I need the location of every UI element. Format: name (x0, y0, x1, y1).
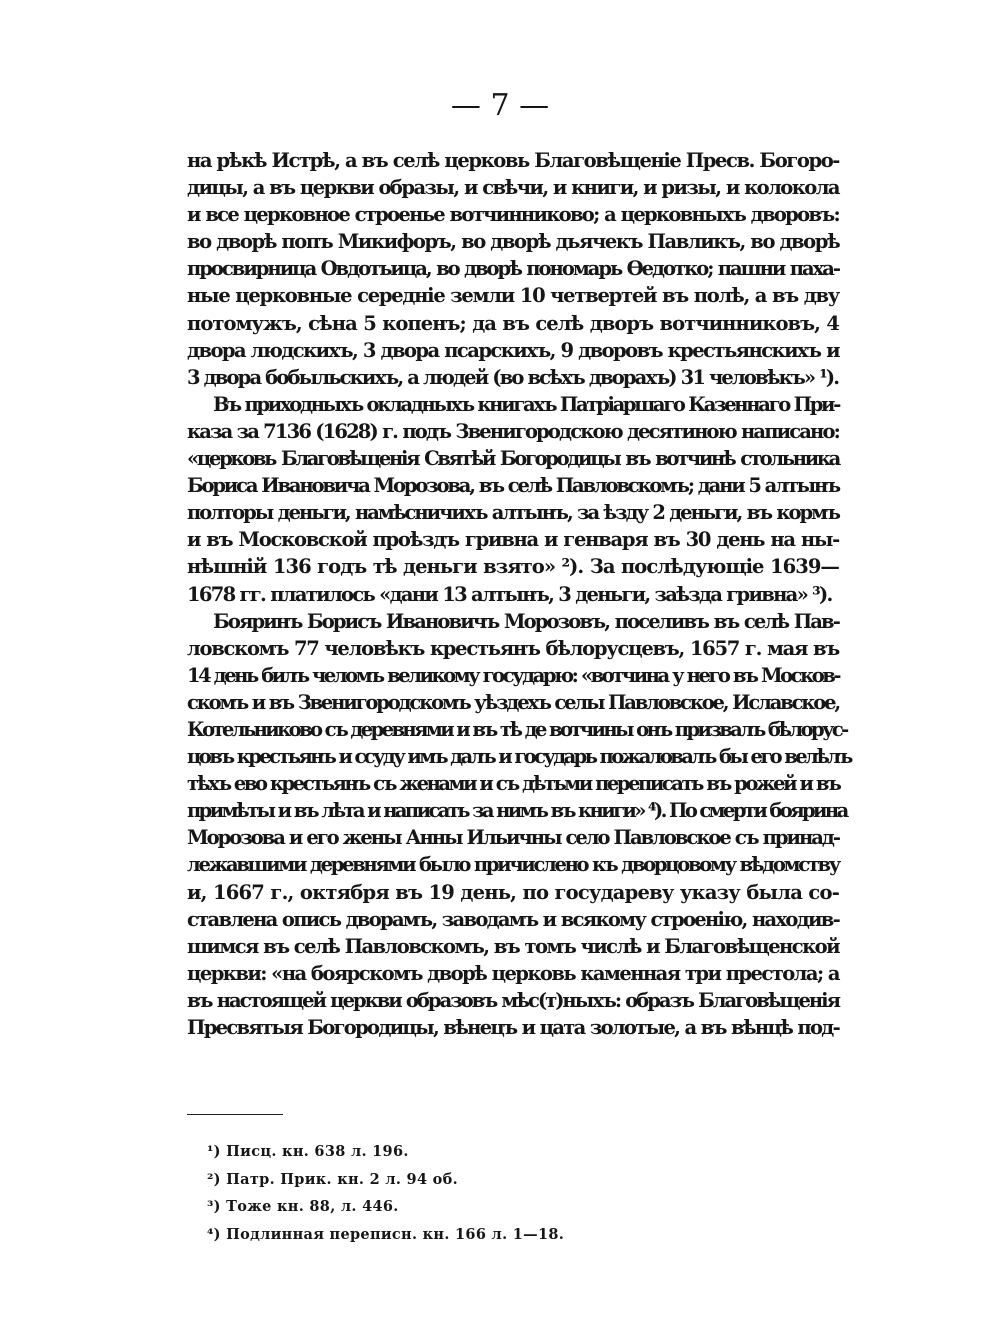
text-line: двора людскихъ, 3 двора псарскихъ, 9 дворовъ крестьянскихъ и (187, 338, 839, 362)
text-line: 14 день билъ челомъ великому государю: «вотчина у него въ Москов- (187, 663, 839, 687)
text-line: ные церковные середніе земли 10 четвертей въ полѣ, а въ дву (187, 284, 839, 308)
footnote: ²) Патр. Прик. кн. 2 л. 94 об. (207, 1170, 458, 1188)
text-line: 1678 гг. платилось «дани 13 алтынъ, 3 деньги, заѣзда гривна» ³). (187, 582, 832, 606)
text-line: Въ приходныхъ окладныхъ книгахъ Патріаршаго Казеннаго При- (213, 392, 839, 416)
text-line: Пресвятыя Богородицы, вѣнецъ и цата золотые, а въ вѣнцѣ под- (187, 1016, 839, 1039)
text-line: дицы, а въ церкви образы, и свѣчи, и книги, и ризы, и колокола (187, 176, 839, 200)
text-line: и, 1667 г., октября въ 19 день, по государеву указу была со- (187, 880, 839, 904)
body-text (187, 147, 851, 1041)
text-line: Морозова и его жены Анны Ильичны село Павловское съ принад- (187, 826, 839, 850)
text-line: просвирница Овдотьица, во дворѣ пономарь Ѳедотко; пашни паха- (187, 257, 839, 281)
text-line: церкви: «на боярскомъ дворѣ церковь каменная три престола; а (187, 961, 839, 985)
text-line: въ настоящей церкви образовъ мѣс(т)ныхъ: образъ Благовѣщенія (187, 988, 839, 1012)
text-line: скомъ и въ Звенигородскомъ уѣздехъ селы Павловское, Иславское, (187, 690, 839, 714)
footnotes (207, 1138, 707, 1248)
text-line: во дворѣ попъ Микифоръ, во дворѣ дьячекъ Павликъ, во дворѣ (187, 230, 840, 254)
text-line: и все церковное строенье вотчинниково; а церковныхъ дворовъ: (187, 203, 839, 227)
text-line: цовъ крестьянъ и ссуду имъ далъ и государь пожаловалъ бы его велѣлъ (187, 745, 851, 769)
text-line: каза за 7136 (1628) г. подъ Звенигородскою десятиною написано: (187, 419, 839, 443)
text-line: на рѣкѣ Истрѣ, а въ селѣ церковь Благовѣщеніе Пресв. Богоро- (187, 149, 839, 172)
text-line: ловскомъ 77 человѣкъ крестьянъ бѣлорусцевъ, 1657 г. мая въ (187, 636, 839, 660)
text-line: Бояринъ Борисъ Ивановичъ Морозовъ, поселивъ въ селѣ Пав- (213, 609, 839, 633)
footnote: ¹) Писц. кн. 638 л. 196. (207, 1143, 409, 1160)
page-number: — 7 — (450, 88, 550, 123)
text-line: 3 двора бобыльскихъ, а людей (во всѣхъ дворахъ) 31 человѣкъ» ¹). (187, 365, 839, 389)
text-line: шимся въ селѣ Павловскомъ, въ томъ числѣ и Благовѣщенской (187, 934, 839, 958)
text-line: полторы деньги, намѣсничихъ алтынъ, за ѣзду 2 деньги, въ кормъ (187, 501, 839, 525)
text-line: примѣты и въ лѣта и написать за нимъ въ книги» ⁴). По смерти боярина (187, 799, 847, 823)
text-line: лежавшими деревнями было причислено къ дворцовому вѣдомству (187, 853, 839, 877)
text-line: ставлена опись дворамъ, заводамъ и всякому строенію, находив- (187, 907, 839, 931)
text-line: Бориса Ивановича Морозова, въ селѣ Павловскомъ; дани 5 алтынъ (187, 474, 839, 498)
text-line: тѣхъ ево крестьянъ съ женами и съ дѣтьми переписать въ рожей и въ (187, 772, 840, 796)
text-line: и въ Московской проѣздъ гривна и генваря въ 30 день на ны- (187, 528, 839, 552)
text-line: нѣшній 136 годъ тѣ деньги взято» ²). За послѣдующіе 1639— (187, 555, 839, 579)
text-line: Котельниково съ деревнями и въ тѣ де вотчины онъ призвалъ бѣлорус- (187, 717, 847, 741)
footnote: ³) Тоже кн. 88, л. 446. (207, 1198, 399, 1215)
text-line: потомужъ, сѣна 5 копенъ; да въ селѣ дворъ вотчинниковъ, 4 (187, 311, 839, 335)
text-line: «церковь Благовѣщенія Святѣй Богородицы въ вотчинѣ стольника (187, 447, 839, 471)
footnote-separator (187, 1114, 283, 1115)
footnote: ⁴) Подлинная переписн. кн. 166 л. 1—18. (207, 1225, 565, 1243)
